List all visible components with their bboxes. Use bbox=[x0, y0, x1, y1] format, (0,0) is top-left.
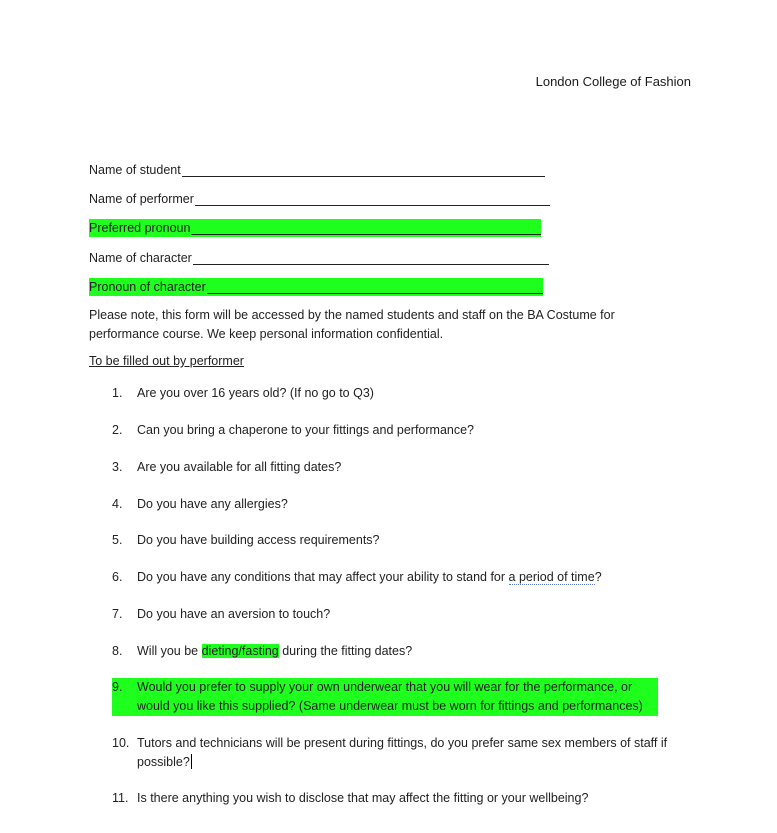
question-text-part: Do you have any conditions that may affect your ability to stand for bbox=[137, 570, 509, 584]
question-number: 9. bbox=[112, 678, 137, 716]
question-text: Are you over 16 years old? (If no go to Q3) bbox=[137, 386, 374, 400]
question-number: 8. bbox=[112, 644, 123, 658]
question-text bbox=[137, 568, 692, 587]
field-name-of-character[interactable] bbox=[89, 249, 549, 267]
question-text-part: ? bbox=[594, 570, 602, 584]
question-text bbox=[137, 642, 692, 661]
question-text-part: Will you be bbox=[137, 644, 202, 658]
field-blank-line[interactable] bbox=[207, 280, 543, 294]
question-item[interactable] bbox=[112, 734, 692, 772]
question-number: 4. bbox=[112, 497, 123, 511]
text-cursor bbox=[191, 754, 192, 769]
section-heading: To be filled out by performer bbox=[89, 354, 244, 368]
question-number: 10. bbox=[112, 736, 130, 750]
spellcheck-marked-phrase[interactable]: a period of time bbox=[508, 570, 595, 584]
field-blank-line[interactable] bbox=[182, 163, 545, 177]
question-text-part: Tutors and technicians will be present during fittings, do you prefer same sex members of staff if possible? bbox=[137, 736, 668, 769]
field-blank-line[interactable] bbox=[193, 251, 549, 265]
field-preferred-pronoun[interactable] bbox=[89, 219, 541, 237]
question-text: Can you bring a chaperone to your fittings and performance? bbox=[137, 423, 475, 437]
question-item-highlighted[interactable] bbox=[112, 678, 658, 716]
question-text-part: during the fitting dates? bbox=[278, 644, 413, 658]
field-label: Name of performer bbox=[89, 192, 194, 206]
field-blank-line[interactable] bbox=[191, 221, 541, 235]
field-name-of-performer[interactable] bbox=[89, 190, 550, 208]
field-label: Name of character bbox=[89, 251, 192, 265]
question-text: Would you prefer to supply your own underwear that you will wear for the performance, or would you like this supplied? (Same underwear must be worn for fittings and performances) bbox=[137, 678, 658, 716]
question-number: 3. bbox=[112, 460, 123, 474]
question-text: Do you have any allergies? bbox=[137, 497, 288, 511]
question-item[interactable] bbox=[112, 531, 692, 550]
field-blank-line[interactable] bbox=[195, 192, 550, 206]
question-text: Do you have building access requirements? bbox=[137, 533, 380, 547]
question-number: 6. bbox=[112, 570, 123, 584]
question-item[interactable] bbox=[112, 605, 692, 624]
question-number: 11. bbox=[112, 791, 129, 805]
question-item[interactable] bbox=[112, 642, 692, 661]
question-item[interactable] bbox=[112, 458, 692, 477]
field-name-of-student[interactable] bbox=[89, 161, 545, 179]
field-label: Preferred pronoun bbox=[89, 221, 191, 235]
question-item[interactable] bbox=[112, 568, 692, 587]
question-text: Is there anything you wish to disclose that may affect the fitting or your wellbeing? bbox=[137, 791, 589, 805]
institution-header: London College of Fashion bbox=[535, 74, 691, 89]
question-number: 2. bbox=[112, 423, 123, 437]
privacy-note: Please note, this form will be accessed by the named students and staff on the BA Costume for performance course. We keep personal information confidential. bbox=[89, 308, 615, 341]
question-item[interactable] bbox=[112, 495, 692, 514]
question-number: 5. bbox=[112, 533, 123, 547]
highlighted-phrase: dieting/fasting bbox=[201, 644, 279, 658]
question-item[interactable] bbox=[112, 384, 692, 403]
field-label: Pronoun of character bbox=[89, 280, 206, 294]
question-number: 7. bbox=[112, 607, 123, 621]
question-item[interactable] bbox=[112, 789, 692, 808]
question-text bbox=[137, 734, 692, 772]
question-text: Are you available for all fitting dates? bbox=[137, 460, 342, 474]
field-pronoun-of-character[interactable] bbox=[89, 278, 543, 296]
field-label: Name of student bbox=[89, 163, 181, 177]
question-number: 1. bbox=[112, 386, 123, 400]
question-item[interactable] bbox=[112, 421, 692, 440]
question-text: Do you have an aversion to touch? bbox=[137, 607, 331, 621]
